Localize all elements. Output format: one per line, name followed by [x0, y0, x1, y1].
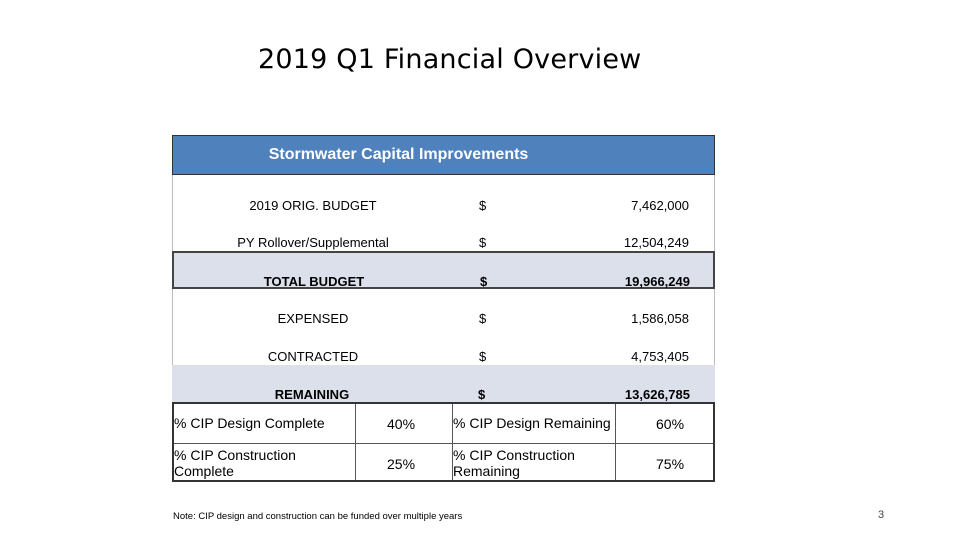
row-amount: 1,586,058: [631, 311, 689, 326]
row-label: PY Rollover/Supplemental: [237, 235, 389, 250]
construction-complete-value: 25%: [387, 456, 416, 472]
row-currency: $: [478, 387, 486, 402]
row-currency: $: [479, 349, 487, 364]
row-label: REMAINING: [274, 387, 350, 402]
table-row-remaining: [172, 365, 715, 402]
table-row: [172, 175, 715, 213]
row-currency: $: [480, 274, 488, 289]
table-header: Stormwater Capital Improvements: [172, 135, 715, 175]
construction-remaining-value: 75%: [656, 456, 685, 472]
row-currency: $: [479, 311, 487, 326]
table-row: [172, 213, 715, 251]
row-amount: 4,753,405: [631, 349, 689, 364]
row-amount: 12,504,249: [623, 235, 689, 250]
row-label: TOTAL BUDGET: [263, 274, 365, 289]
design-remaining-value: 60%: [656, 416, 685, 432]
divider: [615, 404, 616, 480]
construction-remaining-label: % CIP Construction Remaining: [453, 447, 575, 479]
table-row-total: [172, 251, 715, 289]
page-number: 3: [878, 509, 885, 521]
design-complete-value: 40%: [387, 416, 416, 432]
divider: [355, 404, 356, 480]
row-label: EXPENSED: [277, 311, 349, 326]
row-label: 2019 ORIG. BUDGET: [249, 198, 377, 213]
table-row: [172, 289, 715, 327]
row-currency: $: [479, 198, 487, 213]
divider: [174, 443, 713, 444]
construction-complete-label: % CIP Construction Complete: [174, 447, 296, 479]
table-row: [172, 327, 715, 365]
design-complete-label: % CIP Design Complete: [174, 415, 325, 431]
row-amount: 13,626,785: [624, 387, 690, 402]
page-title: 2019 Q1 Financial Overview: [258, 44, 642, 75]
footnote: Note: CIP design and construction can be funded over multiple years: [173, 511, 463, 522]
row-amount: 7,462,000: [631, 198, 689, 213]
cip-progress-table: [172, 402, 715, 482]
row-amount: 19,966,249: [624, 274, 690, 289]
design-remaining-label: % CIP Design Remaining: [453, 415, 611, 431]
budget-table: [172, 135, 715, 402]
row-label: CONTRACTED: [267, 349, 359, 364]
row-currency: $: [479, 235, 487, 250]
